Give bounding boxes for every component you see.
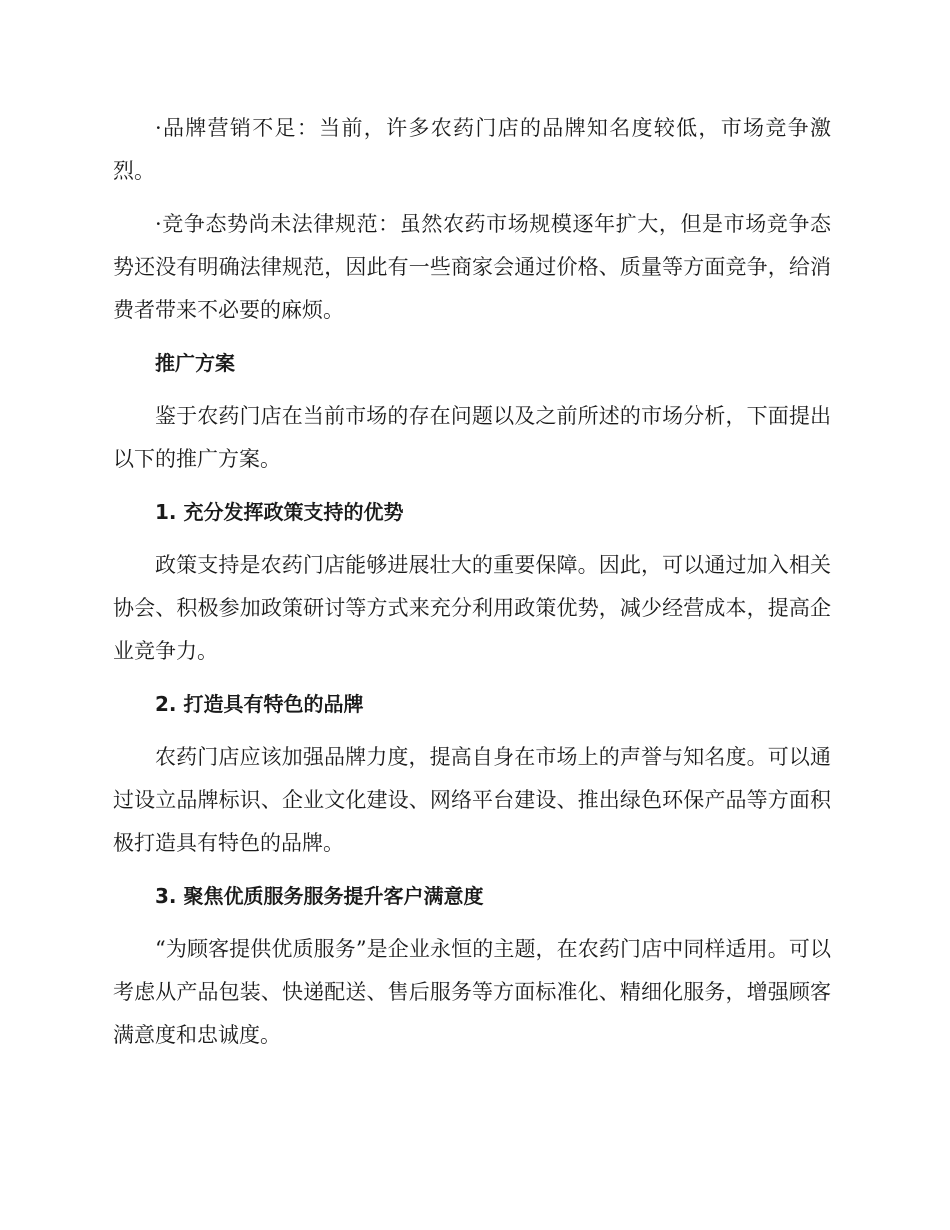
- heading-promotion-plan: 推广方案: [155, 351, 235, 375]
- heading-quality-service: 3. 聚焦优质服务服务提升客户满意度: [155, 884, 484, 908]
- paragraph-brand-building: 农药门店应该加强品牌力度，提高自身在市场上的声誉与知名度。可以通过设立品牌标识、企业文化建设、网络平台建设、推出绿色环保产品等方面积极打造具有特色的品牌。: [113, 745, 831, 855]
- paragraph-competition-regulation: ·竞争态势尚未法律规范：虽然农药市场规模逐年扩大，但是市场竞争态势还没有明确法律规范，因此有一些商家会通过价格、质量等方面竞争，给消费者带来不必要的麻烦。: [113, 212, 831, 322]
- document-page: [113, 107, 831, 1067]
- heading-brand-building: 2. 打造具有特色的品牌: [155, 692, 364, 716]
- paragraph-policy-support: 政策支持是农药门店能够进展壮大的重要保障。因此，可以通过加入相关协会、积极参加政策研讨等方式来充分利用政策优势，减少经营成本，提高企业竞争力。: [113, 553, 831, 663]
- paragraph-promotion-intro: 鉴于农药门店在当前市场的存在问题以及之前所述的市场分析，下面提出以下的推广方案。: [113, 404, 831, 471]
- heading-policy-support: 1. 充分发挥政策支持的优势: [155, 500, 404, 524]
- paragraph-quality-service: “为顾客提供优质服务”是企业永恒的主题，在农药门店中同样适用。可以考虑从产品包装、快递配送、售后服务等方面标准化、精细化服务，增强顾客满意度和忠诚度。: [113, 937, 831, 1047]
- paragraph-brand-marketing: ·品牌营销不足：当前，许多农药门店的品牌知名度较低，市场竞争激烈。: [113, 116, 831, 183]
